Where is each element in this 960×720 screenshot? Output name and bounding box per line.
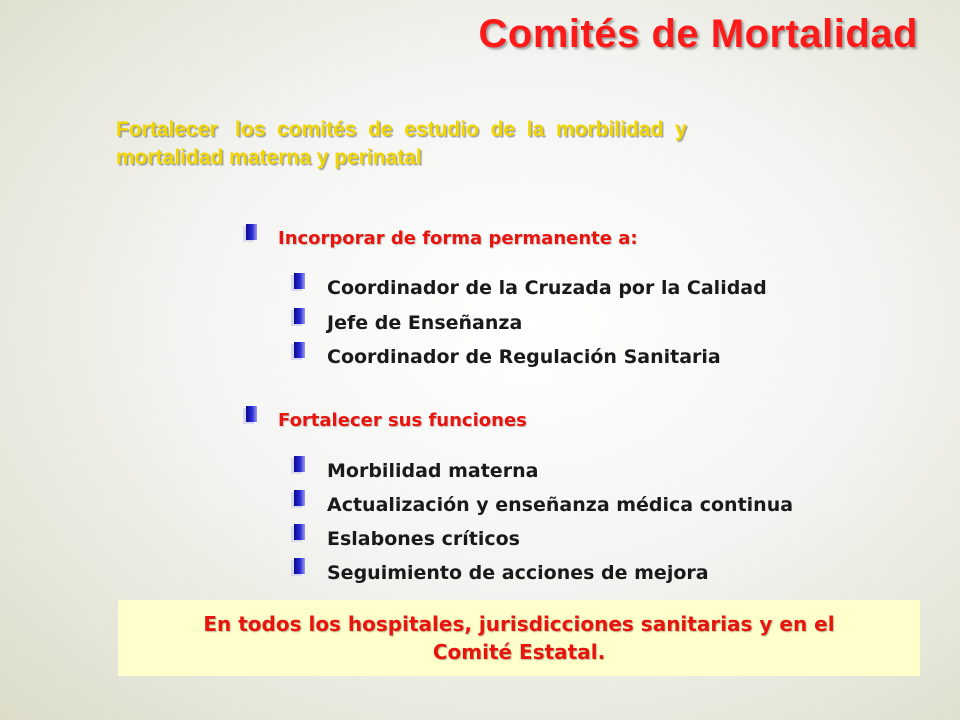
blue-square-bullet-icon <box>294 490 305 506</box>
blue-square-bullet-icon <box>246 406 257 422</box>
list-item-text: Jefe de Enseñanza <box>327 312 523 334</box>
section-heading-text: Incorporar de forma permanente a: <box>278 228 638 249</box>
list-item <box>294 460 538 482</box>
hospitals-note-box <box>118 600 920 676</box>
blue-square-bullet-icon <box>294 342 305 358</box>
list-item-text: Coordinador de Regulación Sanitaria <box>327 346 721 368</box>
blue-square-bullet-icon <box>294 308 305 324</box>
intro-line-1: Fortalecer los comités de estudio de la morbilidad y <box>116 118 687 141</box>
blue-square-bullet-icon <box>294 273 305 289</box>
intro-line-2: mortalidad materna y perinatal <box>116 146 422 169</box>
list-item <box>294 312 522 334</box>
section-heading-text: Fortalecer sus funciones <box>278 410 527 431</box>
list-item-text: Actualización y enseñanza médica continua <box>327 494 794 516</box>
section-heading-fortalecer <box>246 410 527 431</box>
list-item <box>294 494 793 516</box>
note-line-2: Comité Estatal. <box>432 640 606 664</box>
blue-square-bullet-icon <box>294 456 305 472</box>
list-item-text: Coordinador de la Cruzada por la Calidad <box>327 277 767 299</box>
list-item-text: Eslabones críticos <box>327 528 520 550</box>
list-item-text: Seguimiento de acciones de mejora <box>327 562 709 584</box>
slide-title: Comités de Mortalidad <box>478 12 918 56</box>
blue-square-bullet-icon <box>246 224 257 240</box>
list-item-text: Morbilidad materna <box>327 460 539 482</box>
note-line-1: En todos los hospitales, jurisdicciones sanitarias y en el <box>203 612 835 636</box>
blue-square-bullet-icon <box>294 524 305 540</box>
list-item <box>294 528 520 550</box>
intro-text <box>116 116 894 172</box>
list-item <box>294 346 721 368</box>
section-heading-incorporar <box>246 228 638 249</box>
list-item <box>294 562 709 584</box>
list-item <box>294 277 767 299</box>
blue-square-bullet-icon <box>294 558 305 574</box>
